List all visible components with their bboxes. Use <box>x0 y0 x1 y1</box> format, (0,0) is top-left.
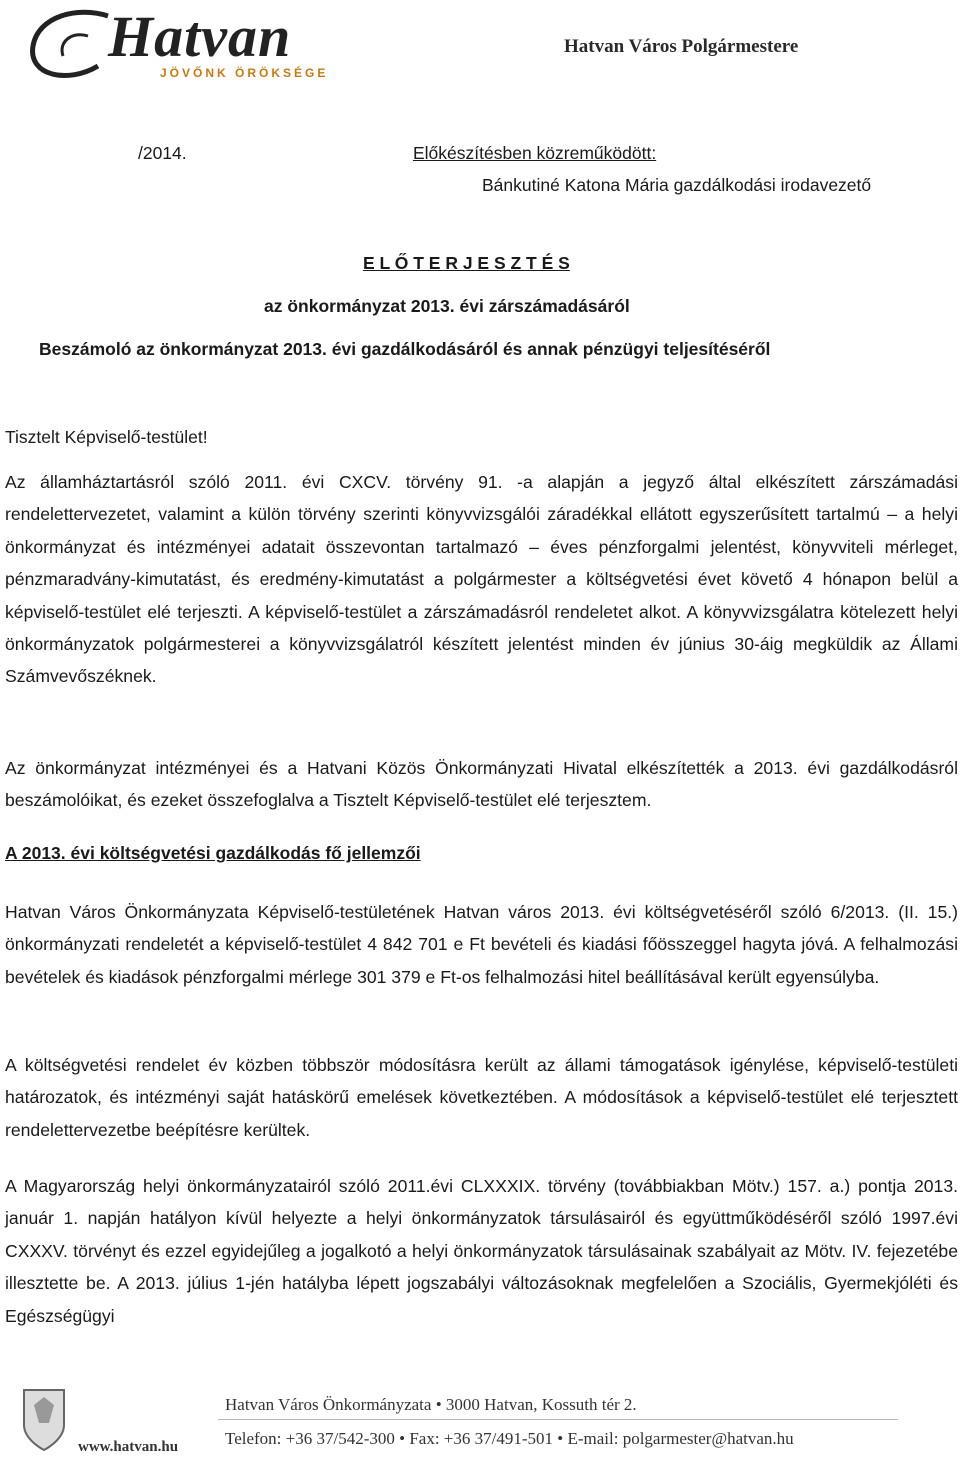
city-crest-icon <box>14 1385 74 1455</box>
letterhead-footer <box>0 1385 960 1459</box>
prepared-by: Bánkutiné Katona Mária gazdálkodási irodavezető <box>482 175 872 195</box>
letterhead <box>0 0 960 100</box>
salutation: Tisztelt Képviselő-testület! <box>5 427 208 447</box>
paragraph-3: Hatvan Város Önkormányzata Képviselő-testületének Hatvan város 2013. évi költségvetéséről szóló 6/2013. (II. 15.) önkormányzati rendeletét a képviselő-testület 4 842 701 e Ft bevételi és kiadási főösszeggel hagyta jóvá. A felhalmozási bevételek és kiadások pénzforgalmi mérlege 301 379 e Ft-os felhalmozási hitel beállításával került egyensúlyba. <box>5 902 958 987</box>
footer-address: Hatvan Város Önkormányzata • 3000 Hatvan, Kossuth tér 2. <box>225 1395 637 1414</box>
paragraph-5: A Magyarország helyi önkormányzatairól szóló 2011.évi CLXXXIX. törvény (továbbiakban Mötv.) 157. a.) pontja 2013. január 1. napján hatályon kívül helyezte a helyi önkormányzatok társulásairól és együttműködéséről szóló 1997.évi CXXXV. törvényt és ezzel egyidejűleg a jogalkotó a helyi önkormányzatok társulásainak szabályait az Mötv. IV. fejezetébe illesztette be. A 2013. július 1-jén hatályba lépett jogszabályi változásoknak megfelelően a Szociális, Gyermekjóléti és Egészségügyi <box>5 1176 958 1326</box>
paragraph-2: Az önkormányzat intézményei és a Hatvani Közös Önkormányzati Hivatal elkészítették a 2013. évi gazdálkodásról beszámolóikat, és ezeket összefoglalva a Tisztelt Képviselő-testület elé terjesztem. <box>5 758 958 811</box>
logo-text: Hatvan <box>108 4 292 69</box>
logo-swirl-icon <box>18 6 118 86</box>
paragraph-4: A költségvetési rendelet év közben többször módosításra került az állami támogatások igénylése, képviselő-testületi határozatok, és intézményi saját hatáskörű emelések következtében. A módosítások a képviselő-testület elé terjesztett rendelettervezetbe beépítésre kerültek. <box>5 1055 958 1140</box>
doc-subject: az önkormányzat 2013. évi zárszámadásáról <box>264 296 630 316</box>
office-title: Hatvan Város Polgármestere <box>564 36 799 57</box>
doc-subtitle: Beszámoló az önkormányzat 2013. évi gazdálkodásáról és annak pénzügyi teljesítéséről <box>39 339 771 359</box>
section-heading: A 2013. évi költségvetési gazdálkodás fő jellemzői <box>5 843 421 863</box>
doc-number: /2014. <box>138 143 187 163</box>
doc-heading: E L Ő T E R J E S Z T É S <box>363 253 570 273</box>
footer-contact: Telefon: +36 37/542-300 • Fax: +36 37/491-501 • E-mail: polgarmester@hatvan.hu <box>225 1429 794 1448</box>
footer-divider <box>218 1419 898 1420</box>
footer-website: www.hatvan.hu <box>78 1439 179 1455</box>
prepared-label: Előkészítésben közreműködött: <box>413 143 657 163</box>
paragraph-1: Az államháztartásról szóló 2011. évi CXCV. törvény 91. -a alapján a jegyző által elkészített zárszámadási rendelettervezetet, valamint a külön törvény szerinti könyvvizsgálói záradékkal ellátott egyszerűsített tartalmú – a helyi önkormányzat és intézményei adatait összevontan tartalmazó – éves pénzforgalmi jelentést, könyvviteli mérleget, pénzmaradvány-kimutatást, és eredmény-kimutatást a polgármester a költségvetési évet követő 4 hónapon belül a képviselő-testület elé terjeszti. A képviselő-testület a zárszámadásról rendeletet alkot. A könyvvizsgálatra kötelezett helyi önkormányzatok polgármesterei a könyvvizsgálatról készített jelentést minden év június 30-áig megküldik az Állami Számvevőszéknek. <box>5 472 958 687</box>
logo-tagline: JÖVŐNK ÖRÖKSÉGE <box>160 66 329 80</box>
